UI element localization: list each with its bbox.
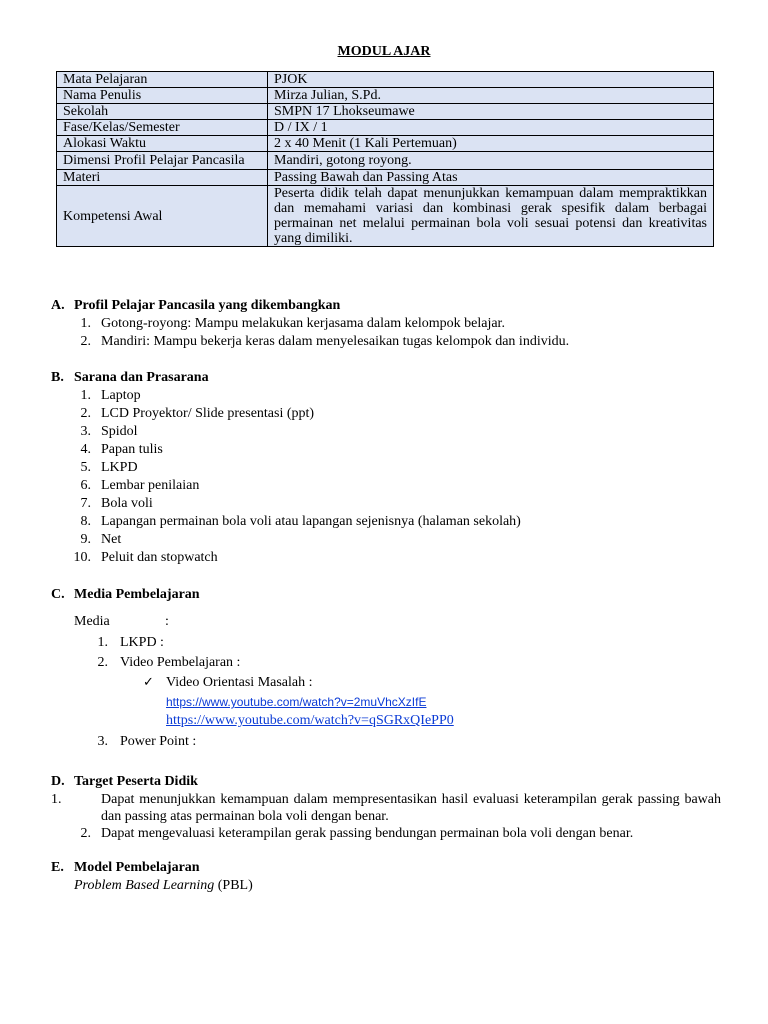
section-letter: C. bbox=[51, 587, 65, 602]
section-letter: E. bbox=[51, 860, 64, 875]
video-link-1[interactable]: https://www.youtube.com/watch?v=2muVhcXzIfE bbox=[166, 695, 427, 709]
table-row bbox=[57, 72, 714, 88]
table-row bbox=[57, 88, 714, 104]
section-d bbox=[51, 773, 721, 842]
section-heading bbox=[51, 297, 731, 315]
list-item: 1. LKPD : bbox=[97, 635, 164, 650]
table-row bbox=[57, 152, 714, 170]
section-heading bbox=[51, 369, 731, 387]
target-list bbox=[51, 791, 721, 842]
section-heading bbox=[51, 859, 731, 877]
row-value: D / IX / 1 bbox=[268, 120, 714, 136]
table-row bbox=[57, 136, 714, 152]
list-item: 5. LKPD bbox=[80, 460, 138, 475]
row-value: Passing Bawah dan Passing Atas bbox=[268, 170, 714, 186]
section-heading bbox=[51, 773, 721, 791]
list-item: 9. Net bbox=[80, 532, 122, 547]
section-letter: B. bbox=[51, 370, 64, 385]
list-item: 2. Mandiri: Mampu bekerja keras dalam menyelesaikan tugas kelompok dan individu. bbox=[80, 334, 570, 349]
row-label: Mata Pelajaran bbox=[57, 72, 268, 88]
check-icon: ✓ bbox=[143, 675, 154, 690]
info-table bbox=[56, 71, 714, 247]
list-item: 1. Gotong-royong: Mampu melakukan kerjasama dalam kelompok belajar. bbox=[80, 316, 505, 331]
media-list bbox=[51, 634, 731, 672]
section-title: Sarana dan Prasarana bbox=[74, 370, 209, 385]
section-letter: D. bbox=[51, 774, 65, 789]
list-item: 3. Spidol bbox=[80, 424, 138, 439]
row-value: 2 x 40 Menit (1 Kali Pertemuan) bbox=[268, 136, 714, 152]
section-e bbox=[51, 859, 731, 895]
video-link-2[interactable]: https://www.youtube.com/watch?v=qSGRxQIePP0 bbox=[166, 713, 454, 728]
list-item: 4. Papan tulis bbox=[80, 442, 163, 457]
media-line bbox=[51, 613, 731, 631]
section-b bbox=[51, 369, 731, 567]
section-title: Target Peserta Didik bbox=[74, 774, 198, 789]
sarana-list bbox=[51, 387, 731, 567]
row-value: PJOK bbox=[268, 72, 714, 88]
list-item: 7. Bola voli bbox=[80, 496, 153, 511]
model-text bbox=[51, 877, 731, 895]
row-label: Dimensi Profil Pelajar Pancasila bbox=[57, 152, 268, 170]
section-a bbox=[51, 297, 731, 351]
list-item: 1. Dapat menunjukkan kemampuan dalam mempresentasikan hasil evaluasi keterampilan gerak passing bawah dan passing atas permainan bola voli dengan benar. bbox=[51, 792, 721, 824]
table-row bbox=[57, 104, 714, 120]
media-colon: : bbox=[165, 614, 169, 629]
media-label: Media bbox=[74, 614, 110, 629]
list-item: 2. Dapat mengevaluasi keterampilan gerak passing bendungan permainan bola voli dengan benar. bbox=[80, 826, 634, 841]
page-title: MODUL AJAR bbox=[337, 44, 431, 59]
row-label: Alokasi Waktu bbox=[57, 136, 268, 152]
table-row bbox=[57, 120, 714, 136]
list-item: 6. Lembar penilaian bbox=[80, 478, 200, 493]
row-value: Peserta didik telah dapat menunjukkan kemampuan dalam mempraktikkan dan memahami variasi dan kombinasi gerak spesifik dalam berbagai permainan net melalui permainan bola voli sesuai potensi dan kreativitas yang dimiliki. bbox=[268, 186, 714, 247]
section-letter: A. bbox=[51, 298, 65, 313]
list-item: 10. Peluit dan stopwatch bbox=[73, 550, 218, 565]
list-item: 2. LCD Proyektor/ Slide presentasi (ppt) bbox=[80, 406, 315, 421]
row-label: Nama Penulis bbox=[57, 88, 268, 104]
list-item: 1. Laptop bbox=[80, 388, 141, 403]
row-label: Materi bbox=[57, 170, 268, 186]
list-item: 3. Power Point : bbox=[97, 734, 197, 749]
row-label: Kompetensi Awal bbox=[57, 186, 268, 247]
model-name: Problem Based Learning bbox=[74, 878, 215, 893]
row-value: SMPN 17 Lhokseumawe bbox=[268, 104, 714, 120]
row-label: Fase/Kelas/Semester bbox=[57, 120, 268, 136]
section-title: Model Pembelajaran bbox=[74, 860, 200, 875]
section-c bbox=[51, 586, 731, 751]
row-value: Mirza Julian, S.Pd. bbox=[268, 88, 714, 104]
list-item: 8. Lapangan permainan bola voli atau lapangan sejenisnya (halaman sekolah) bbox=[80, 514, 521, 529]
model-abbr: (PBL) bbox=[214, 878, 253, 893]
table-row bbox=[57, 170, 714, 186]
section-title: Media Pembelajaran bbox=[74, 587, 200, 602]
media-list-cont bbox=[51, 733, 731, 751]
section-heading bbox=[51, 586, 731, 604]
table-row bbox=[57, 186, 714, 247]
video-sub-item: ✓ Video Orientasi Masalah : bbox=[143, 675, 313, 690]
list-item: 2. Video Pembelajaran : bbox=[97, 655, 241, 670]
row-value: Mandiri, gotong royong. bbox=[268, 152, 714, 170]
row-label: Sekolah bbox=[57, 104, 268, 120]
profil-list bbox=[51, 315, 731, 351]
section-title: Profil Pelajar Pancasila yang dikembangkan bbox=[74, 298, 341, 313]
